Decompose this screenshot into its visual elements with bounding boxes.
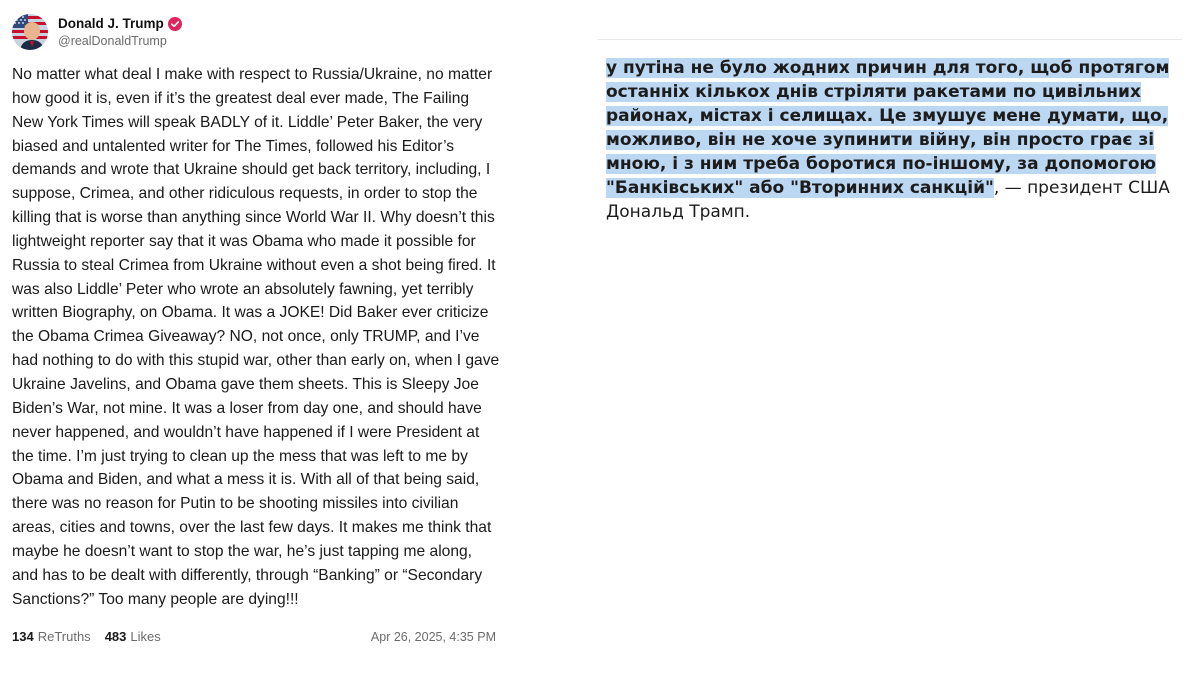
post-body-text: No matter what deal I make with respect to Russia/Ukraine, no matter how good it is, even if it’s the greatest deal ever made, The Failing New York Times will speak BADLY of it. Liddle’ Peter Baker, the very biased and untalented writer for The Times, followed his Editor’s demands and wrote that Ukraine should get back territory, including, I suppose, Crimea, and other ridiculous requests, in order to stop the killing that is worse than anything since World War II. Why doesn’t this lightweight reporter say that it was Obama who made it possible for Russia to steal Crimea from Ukraine without even a shot being fired. It was also Liddle’ Peter who wrote an absolutely fawning, yet terribly written Biography, on Obama. It was a JOKE! Did Baker ever criticize the Obama Crimea Giveaway? NO, not once, only TRUMP, and I’ve had nothing to do with this stupid war, other than early on, when I gave Ukraine Javelins, and Obama gave them sheets. This is Sleepy Joe Biden’s War, not mine. It was a loser from day one, and should have never happened, and wouldn’t have happened if I were President at the time. I’m just trying to clean up the mess that was left to me by Obama and Biden, and what a mess it is. With all of that being said, there was no reason for Putin to be shooting missiles into civilian areas, cities and towns, over the last few days. It makes me think that maybe he doesn’t want to stop the war, he’s just tapping me along, and has to be dealt with differently, through “Banking” or “Secondary Sanctions?” Too many people are dying!!! — [12, 66, 500, 608]
retruths-stat[interactable] — [12, 629, 91, 644]
retruths-count: 134 — [12, 629, 34, 644]
post-footer — [12, 629, 496, 644]
post-header — [12, 12, 502, 52]
likes-stat[interactable] — [105, 629, 161, 644]
verified-badge-icon — [168, 17, 182, 31]
author-names — [58, 16, 182, 48]
avatar-flag-portrait-icon — [12, 14, 48, 50]
author-handle[interactable]: @realDonaldTrump — [58, 34, 167, 48]
avatar[interactable] — [12, 14, 48, 50]
author-display-name[interactable]: Donald J. Trump — [58, 16, 164, 31]
likes-label: Likes — [130, 629, 161, 644]
post-timestamp[interactable]: Apr 26, 2025, 4:35 PM — [370, 629, 496, 644]
quote-attribution: , — президент США Дональд Трамп. — [606, 178, 1170, 222]
caption-top-divider — [598, 32, 1182, 46]
quote-caption-panel — [598, 32, 1188, 224]
highlighted-quote-text[interactable]: у путіна не було жодних причин для того, щоб протягом останніх кількох днів стріляти ракетами по цивільних районах, містах і селищах. Це змушує мене думати, що, можливо, він не хоче зупинити війну, він просто грає зі мною, і з ним треба боротися по-іншому, за допомогою "Банківських" або "Вторинних санкцій" — [606, 58, 1170, 198]
quote-caption — [598, 56, 1182, 224]
retruths-label: ReTruths — [37, 629, 91, 644]
likes-count: 483 — [104, 629, 127, 644]
truth-post-card — [12, 12, 502, 611]
